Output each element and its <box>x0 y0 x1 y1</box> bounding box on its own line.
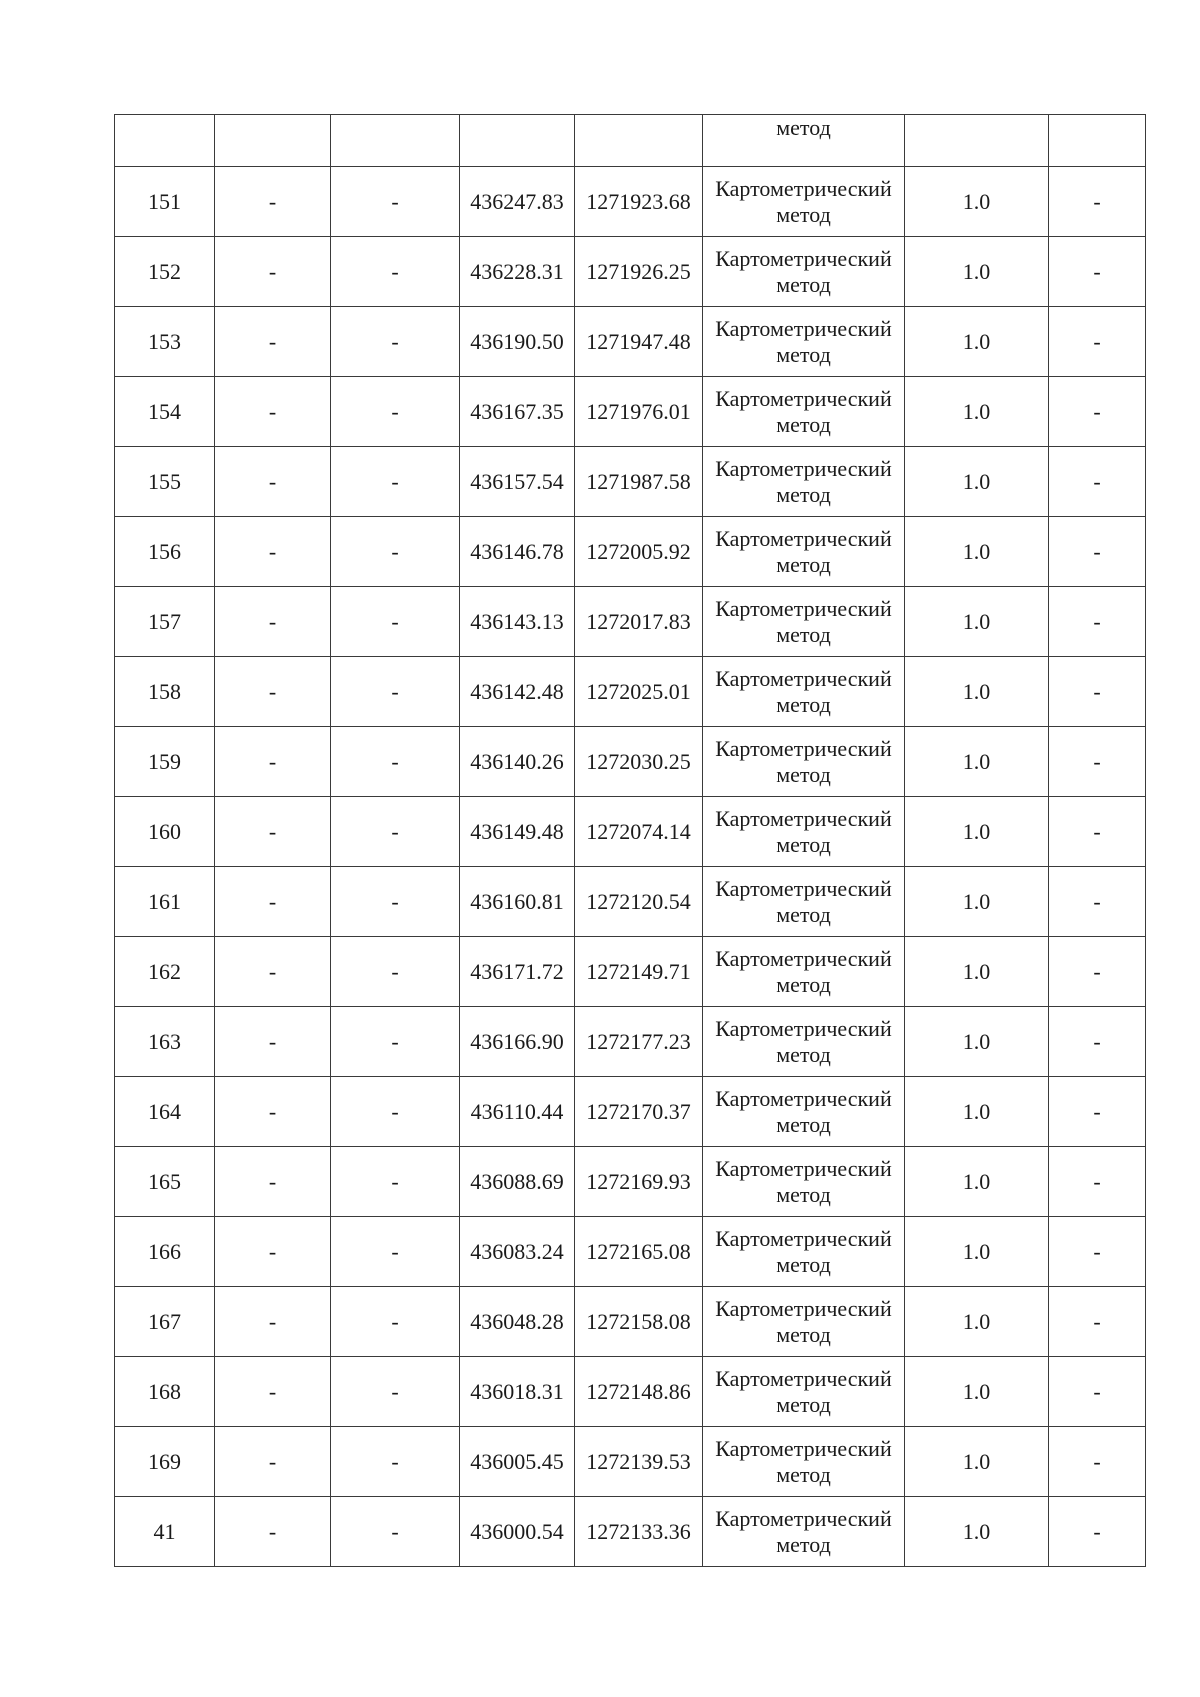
method-line2: метод <box>776 411 831 437</box>
cell-accuracy: 1.0 <box>905 237 1049 307</box>
cell-col9 <box>1049 115 1146 167</box>
cell-col2: - <box>215 1077 331 1147</box>
method-line1: Картометрический <box>715 595 892 621</box>
cell-num: 153 <box>115 307 215 377</box>
cell-col3: - <box>331 167 460 237</box>
cell-method <box>703 447 905 517</box>
method-line1: Картометрический <box>715 175 892 201</box>
cell-num: 160 <box>115 797 215 867</box>
cell-accuracy: 1.0 <box>905 377 1049 447</box>
cell-num: 152 <box>115 237 215 307</box>
table-row <box>115 797 1146 867</box>
cell-num: 165 <box>115 1147 215 1217</box>
cell-x: 436146.78 <box>460 517 575 587</box>
cell-x: 436018.31 <box>460 1357 575 1427</box>
cell-col9: - <box>1049 1357 1146 1427</box>
cell-col2 <box>215 115 331 167</box>
cell-col2: - <box>215 937 331 1007</box>
method-line1: Картометрический <box>715 1505 892 1531</box>
cell-col9: - <box>1049 1217 1146 1287</box>
cell-y: 1271976.01 <box>575 377 703 447</box>
cell-col2: - <box>215 167 331 237</box>
cell-accuracy: 1.0 <box>905 587 1049 657</box>
table-row <box>115 1427 1146 1497</box>
cell-method <box>703 517 905 587</box>
cell-y: 1272133.36 <box>575 1497 703 1567</box>
cell-method <box>703 237 905 307</box>
cell-col9: - <box>1049 657 1146 727</box>
cell-num: 158 <box>115 657 215 727</box>
cell-col3: - <box>331 1497 460 1567</box>
cell-col3: - <box>331 377 460 447</box>
method-line1: Картометрический <box>715 1155 892 1181</box>
cell-y: 1272120.54 <box>575 867 703 937</box>
cell-accuracy: 1.0 <box>905 1217 1049 1287</box>
cell-col9: - <box>1049 1007 1146 1077</box>
cell-method <box>703 587 905 657</box>
cell-col3: - <box>331 937 460 1007</box>
cell-col9: - <box>1049 587 1146 657</box>
cell-col3: - <box>331 727 460 797</box>
cell-y: 1272158.08 <box>575 1287 703 1357</box>
cell-num: 164 <box>115 1077 215 1147</box>
method-line2: метод <box>776 481 831 507</box>
cell-method <box>703 115 905 167</box>
cell-y: 1272030.25 <box>575 727 703 797</box>
cell-col2: - <box>215 587 331 657</box>
method-line2: метод <box>776 901 831 927</box>
cell-y: 1272139.53 <box>575 1427 703 1497</box>
cell-num: 151 <box>115 167 215 237</box>
cell-x: 436160.81 <box>460 867 575 937</box>
cell-col9: - <box>1049 1287 1146 1357</box>
cell-num: 167 <box>115 1287 215 1357</box>
cell-accuracy: 1.0 <box>905 1147 1049 1217</box>
cell-col9: - <box>1049 307 1146 377</box>
cell-method <box>703 1427 905 1497</box>
cell-col2: - <box>215 1217 331 1287</box>
cell-num: 163 <box>115 1007 215 1077</box>
cell-col3: - <box>331 1147 460 1217</box>
cell-accuracy <box>905 115 1049 167</box>
cell-method <box>703 1147 905 1217</box>
cell-col9: - <box>1049 447 1146 517</box>
cell-num: 159 <box>115 727 215 797</box>
cell-num: 166 <box>115 1217 215 1287</box>
cell-col2: - <box>215 237 331 307</box>
cell-x: 436005.45 <box>460 1427 575 1497</box>
method-line1: Картометрический <box>715 1015 892 1041</box>
cell-accuracy: 1.0 <box>905 867 1049 937</box>
cell-col3: - <box>331 1427 460 1497</box>
method-line2: метод <box>776 971 831 997</box>
method-line2: метод <box>776 341 831 367</box>
cell-col3: - <box>331 867 460 937</box>
cell-x: 436000.54 <box>460 1497 575 1567</box>
method-line1: Картометрический <box>715 385 892 411</box>
cell-y: 1272149.71 <box>575 937 703 1007</box>
cell-y: 1272025.01 <box>575 657 703 727</box>
cell-col3: - <box>331 657 460 727</box>
cell-accuracy: 1.0 <box>905 167 1049 237</box>
cell-col3: - <box>331 1287 460 1357</box>
method-line1: Картометрический <box>715 1435 892 1461</box>
method-line1: Картометрический <box>715 1365 892 1391</box>
cell-method <box>703 1357 905 1427</box>
method-line1: Картометрический <box>715 315 892 341</box>
cell-col9: - <box>1049 1497 1146 1567</box>
table-row <box>115 867 1146 937</box>
coordinates-table <box>114 114 1146 1567</box>
cell-method <box>703 797 905 867</box>
cell-col2: - <box>215 1007 331 1077</box>
method-line1: Картометрический <box>715 805 892 831</box>
cell-num: 156 <box>115 517 215 587</box>
cell-col3: - <box>331 447 460 517</box>
cell-y: 1272170.37 <box>575 1077 703 1147</box>
cell-col2: - <box>215 657 331 727</box>
method-line2: метод <box>776 1321 831 1347</box>
table-row <box>115 1147 1146 1217</box>
cell-method <box>703 937 905 1007</box>
cell-x: 436143.13 <box>460 587 575 657</box>
cell-y: 1272074.14 <box>575 797 703 867</box>
table-row <box>115 1077 1146 1147</box>
table-row <box>115 377 1146 447</box>
cell-num: 155 <box>115 447 215 517</box>
cell-col9: - <box>1049 867 1146 937</box>
cell-accuracy: 1.0 <box>905 1287 1049 1357</box>
cell-col3: - <box>331 797 460 867</box>
table-row <box>115 587 1146 657</box>
cell-col9: - <box>1049 167 1146 237</box>
method-line2: метод <box>776 831 831 857</box>
cell-num: 162 <box>115 937 215 1007</box>
table-row <box>115 937 1146 1007</box>
cell-col3: - <box>331 1217 460 1287</box>
cell-col2: - <box>215 1147 331 1217</box>
cell-col3 <box>331 115 460 167</box>
cell-col3: - <box>331 237 460 307</box>
cell-method <box>703 1217 905 1287</box>
cell-accuracy: 1.0 <box>905 797 1049 867</box>
cell-col2: - <box>215 377 331 447</box>
cell-col3: - <box>331 307 460 377</box>
cell-accuracy: 1.0 <box>905 1427 1049 1497</box>
method-line1: Картометрический <box>715 525 892 551</box>
cell-col2: - <box>215 1357 331 1427</box>
method-line1: Картометрический <box>715 1085 892 1111</box>
cell-col2: - <box>215 867 331 937</box>
method-line1: Картометрический <box>715 455 892 481</box>
method-line1: Картометрический <box>715 875 892 901</box>
method-line2: метод <box>776 1531 831 1557</box>
cell-col2: - <box>215 1427 331 1497</box>
cell-col9: - <box>1049 1147 1146 1217</box>
cell-x <box>460 115 575 167</box>
table-body <box>115 115 1146 1567</box>
method-line1: Картометрический <box>715 945 892 971</box>
cell-method <box>703 867 905 937</box>
method-line1: Картометрический <box>715 665 892 691</box>
cell-x: 436157.54 <box>460 447 575 517</box>
cell-accuracy: 1.0 <box>905 517 1049 587</box>
method-line2: метод <box>776 1251 831 1277</box>
table-row <box>115 657 1146 727</box>
cell-y: 1272177.23 <box>575 1007 703 1077</box>
cell-x: 436048.28 <box>460 1287 575 1357</box>
cell-col9: - <box>1049 377 1146 447</box>
method-line2: метод <box>776 621 831 647</box>
cell-col3: - <box>331 517 460 587</box>
cell-col2: - <box>215 1287 331 1357</box>
method-line2: метод <box>776 271 831 297</box>
method-line2: метод <box>776 201 831 227</box>
method-line1: Картометрический <box>715 1295 892 1321</box>
table-row <box>115 727 1146 797</box>
method-line2: метод <box>776 1181 831 1207</box>
table-row <box>115 1357 1146 1427</box>
cell-method <box>703 1497 905 1567</box>
cell-x: 436088.69 <box>460 1147 575 1217</box>
cell-y: 1272005.92 <box>575 517 703 587</box>
cell-y: 1271926.25 <box>575 237 703 307</box>
cell-accuracy: 1.0 <box>905 447 1049 517</box>
cell-col2: - <box>215 727 331 797</box>
cell-y: 1272165.08 <box>575 1217 703 1287</box>
cell-col2: - <box>215 1497 331 1567</box>
cell-x: 436149.48 <box>460 797 575 867</box>
cell-col9: - <box>1049 237 1146 307</box>
cell-x: 436228.31 <box>460 237 575 307</box>
cell-col9: - <box>1049 937 1146 1007</box>
cell-accuracy: 1.0 <box>905 727 1049 797</box>
method-line2: метод <box>776 1461 831 1487</box>
cell-y <box>575 115 703 167</box>
cell-method <box>703 1077 905 1147</box>
method-line2: метод <box>776 1041 831 1067</box>
cell-col9: - <box>1049 727 1146 797</box>
method-tail-text: метод <box>776 115 831 140</box>
table-row <box>115 1217 1146 1287</box>
cell-method <box>703 1007 905 1077</box>
continuation-row <box>115 115 1146 167</box>
cell-x: 436142.48 <box>460 657 575 727</box>
cell-col9: - <box>1049 517 1146 587</box>
cell-num <box>115 115 215 167</box>
cell-num: 161 <box>115 867 215 937</box>
table-row <box>115 1287 1146 1357</box>
cell-col3: - <box>331 1007 460 1077</box>
table-row <box>115 167 1146 237</box>
method-line2: метод <box>776 691 831 717</box>
cell-x: 436140.26 <box>460 727 575 797</box>
method-line2: метод <box>776 761 831 787</box>
cell-method <box>703 1287 905 1357</box>
table-row <box>115 237 1146 307</box>
cell-accuracy: 1.0 <box>905 657 1049 727</box>
cell-method <box>703 727 905 797</box>
table-row <box>115 1497 1146 1567</box>
cell-y: 1271923.68 <box>575 167 703 237</box>
cell-num: 41 <box>115 1497 215 1567</box>
cell-accuracy: 1.0 <box>905 1357 1049 1427</box>
cell-num: 168 <box>115 1357 215 1427</box>
cell-col9: - <box>1049 1427 1146 1497</box>
cell-col2: - <box>215 797 331 867</box>
table-row <box>115 307 1146 377</box>
cell-x: 436166.90 <box>460 1007 575 1077</box>
cell-method <box>703 657 905 727</box>
cell-method <box>703 307 905 377</box>
cell-x: 436171.72 <box>460 937 575 1007</box>
cell-col2: - <box>215 447 331 517</box>
cell-col3: - <box>331 1357 460 1427</box>
cell-accuracy: 1.0 <box>905 307 1049 377</box>
method-line1: Картометрический <box>715 735 892 761</box>
cell-num: 154 <box>115 377 215 447</box>
cell-col3: - <box>331 587 460 657</box>
cell-y: 1272017.83 <box>575 587 703 657</box>
table-row <box>115 447 1146 517</box>
cell-num: 157 <box>115 587 215 657</box>
method-line1: Картометрический <box>715 245 892 271</box>
cell-x: 436190.50 <box>460 307 575 377</box>
cell-y: 1272169.93 <box>575 1147 703 1217</box>
cell-col2: - <box>215 307 331 377</box>
cell-y: 1271947.48 <box>575 307 703 377</box>
cell-accuracy: 1.0 <box>905 937 1049 1007</box>
cell-accuracy: 1.0 <box>905 1007 1049 1077</box>
cell-y: 1272148.86 <box>575 1357 703 1427</box>
method-line2: метод <box>776 551 831 577</box>
method-line1: Картометрический <box>715 1225 892 1251</box>
cell-num: 169 <box>115 1427 215 1497</box>
cell-col9: - <box>1049 1077 1146 1147</box>
method-line2: метод <box>776 1391 831 1417</box>
cell-accuracy: 1.0 <box>905 1497 1049 1567</box>
method-line2: метод <box>776 1111 831 1137</box>
cell-x: 436083.24 <box>460 1217 575 1287</box>
table-row <box>115 1007 1146 1077</box>
cell-col2: - <box>215 517 331 587</box>
cell-col9: - <box>1049 797 1146 867</box>
cell-method <box>703 377 905 447</box>
cell-x: 436247.83 <box>460 167 575 237</box>
table-row <box>115 517 1146 587</box>
cell-x: 436110.44 <box>460 1077 575 1147</box>
cell-accuracy: 1.0 <box>905 1077 1049 1147</box>
cell-method <box>703 167 905 237</box>
cell-y: 1271987.58 <box>575 447 703 517</box>
cell-x: 436167.35 <box>460 377 575 447</box>
cell-col3: - <box>331 1077 460 1147</box>
